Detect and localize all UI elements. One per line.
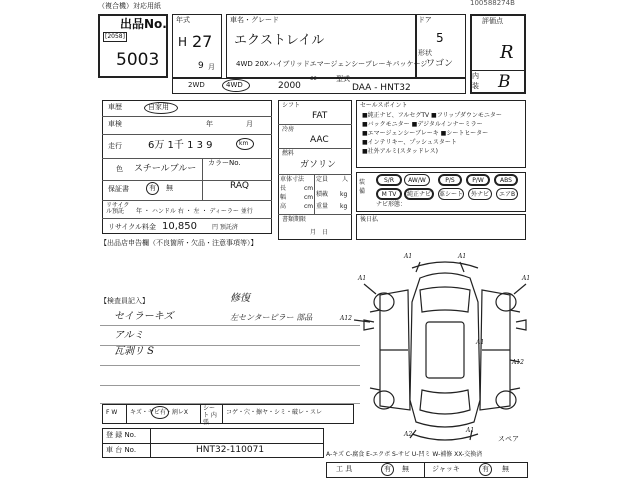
color-value: スチールブルー [134, 164, 197, 174]
inspector-note-1: セイラーキズ [114, 311, 174, 322]
equip-ext-navi: 外ナビ [468, 188, 492, 200]
dims-label: 車体寸法 [280, 176, 305, 183]
equip-mtv: M TV [376, 188, 402, 200]
interior-grade: B [498, 72, 511, 92]
diagram-mark-1: A1 [404, 253, 413, 260]
mileage-value: 6万 1千 1 3 9 [148, 140, 213, 151]
jack-yes: 有 [482, 465, 489, 473]
diagram-mark-7: A12 [512, 359, 524, 366]
weight-label: 重量 [316, 203, 329, 210]
category-label: 車歴 [108, 103, 122, 111]
recycle-fee-label: リサイクル料金 [108, 223, 157, 231]
top-code: 100588274B [470, 0, 515, 7]
mileage-label: 走行 [108, 142, 122, 150]
diagram-mark-9: A1 [466, 427, 475, 434]
lot-stamp: [2058] [105, 33, 125, 40]
selling-point-5: ■社外アルミ(スタッドレス) [362, 148, 438, 155]
diagram-mark-6: A12 [340, 315, 352, 322]
dim-height-label: 高 [280, 203, 287, 210]
inspector-note-repair: 修復 [230, 293, 250, 304]
inspector-note-3: 瓦剥リ S [114, 346, 155, 357]
seat-label: シート 内張 [203, 405, 217, 426]
vin-value: HNT32-110071 [196, 445, 265, 455]
year-label: 年式 [176, 16, 190, 24]
equip-ps: P/S [438, 174, 462, 186]
drive-4wd: 4WD [226, 81, 243, 89]
lot-label: 出品No. [120, 17, 167, 31]
model-value: DAA - HNT32 [352, 83, 411, 93]
load-label: 積載 [316, 191, 329, 198]
fuel-value: ガソリン [300, 160, 337, 170]
dim-width-label: 幅 [280, 194, 287, 201]
name-label: 車名・グレード [230, 16, 279, 24]
car-damage-diagram [350, 250, 540, 450]
dim-unit-1: cm [304, 185, 314, 192]
equip-sr: S/R [376, 174, 402, 186]
interior-label-2: 装 [472, 82, 479, 90]
rear-payment-box [356, 214, 526, 240]
rear-payment-label: 後日払 [360, 216, 379, 223]
diagram-mark-8: A2 [404, 431, 413, 438]
grade-label: 評価点 [482, 17, 503, 25]
expiry-unit: 月 日 [310, 229, 329, 236]
lot-number: 5003 [116, 50, 160, 70]
diagram-mark-4: A1 [522, 275, 531, 282]
tools-no: 無 [402, 465, 409, 473]
shift-label: シフト [282, 102, 301, 109]
mileage-unit: km [239, 140, 249, 147]
notice-label: 【出品店申告欄（不良箇所・欠品・注意事項等）】 [100, 239, 258, 247]
equip-abs: ABS [494, 174, 518, 186]
selling-point-4: ■インテリキー、プッシュスタート [362, 139, 457, 146]
year-month-unit: 月 [208, 63, 215, 71]
category-value: 自家用 [148, 103, 169, 111]
color-no-value: RAQ [230, 181, 249, 191]
inspection-label: 車検 [108, 120, 122, 128]
vin-label: 車 台 No. [106, 446, 137, 454]
year-month: 9 [198, 61, 204, 71]
tools-label: 工 具 [336, 465, 353, 473]
diagram-mark-3: A1 [358, 275, 367, 282]
ac-value: AAC [310, 135, 329, 145]
interior-label-1: 内 [472, 72, 479, 80]
document-type: （複合機）対応用紙 [98, 2, 161, 10]
doors-label: ドア [418, 16, 432, 24]
inspection-label: 【検査員記入】 [100, 297, 149, 305]
shape-label: 形状 [418, 49, 432, 57]
year-era: H [178, 35, 188, 49]
tools-yes: 有 [384, 465, 391, 473]
capacity-label: 定員 [316, 176, 329, 183]
seat-line: コゲ・穴・擦ヤ・シミ・破レ・スレ [226, 409, 323, 416]
car-grade: 4WD 20Xハイブリッドエマージェンシーブレーキパッケージ [236, 60, 428, 68]
damage-legend: A-キズ C-腐食 E-エクボ S-サビ U-凹ミ W-補修 XX-交換済 [326, 451, 483, 458]
selling-point-3: ■エマージェンシーブレーキ ■シートヒーター [362, 130, 489, 137]
spare-label: スペア [498, 435, 519, 443]
displacement: 2000 [278, 81, 301, 91]
equip-pw: P/W [466, 174, 490, 186]
recycle-deposit-label: リサイクル預託 [106, 202, 130, 215]
weight-unit: kg [340, 203, 348, 210]
ac-label: 冷房 [282, 126, 295, 133]
warranty-no: 無 [166, 184, 173, 192]
warranty-label: 保証書 [108, 185, 129, 193]
spec-row [172, 75, 466, 94]
selling-point-1: ■純正ナビ、フルセグTV ■フリップダウンモニター [362, 112, 502, 119]
jack-no: 無 [502, 465, 509, 473]
equip-navi: 純正ナビ [404, 188, 434, 200]
equipment-label: 装備 [359, 179, 366, 195]
recycle-line: 年 ・ ハンドル 右 ・ 左 ・ ディーラー 並行 [136, 208, 253, 215]
recycle-fee-unit: 円 預託済 [212, 224, 238, 231]
registration-label: 登 録 No. [106, 431, 137, 439]
year-value: 27 [192, 32, 213, 51]
fuel-label: 燃料 [282, 150, 295, 157]
inspection-year: 年 [206, 120, 213, 128]
drive-2wd: 2WD [188, 81, 205, 89]
selling-point-2: ■バックモニター ■デジタルインナーミラー [362, 121, 483, 128]
tools-box [326, 462, 528, 478]
load-unit: kg [340, 191, 348, 198]
capacity-unit: 人 [342, 176, 349, 183]
shape-value: ワゴン [426, 59, 454, 69]
inspector-note-2: アルミ [114, 330, 144, 341]
diagram-mark-5: A1 [476, 339, 485, 346]
diagram-mark-2: A1 [458, 253, 467, 260]
recycle-fee-value: 10,850 [162, 221, 197, 232]
navi-form-label: ナビ形態： [376, 201, 407, 208]
expiry-label: 書類期限 [282, 216, 307, 223]
doors-value: 5 [436, 31, 444, 45]
dim-unit-3: cm [304, 203, 314, 210]
selling-points-label: セールスポイント [360, 102, 408, 109]
car-name: エクストレイル [234, 33, 325, 48]
model-label: 型式 [336, 75, 350, 83]
grade-score: R [500, 42, 514, 63]
equip-aww: AW/W [404, 174, 430, 186]
cc-unit: cc [310, 75, 317, 82]
warranty-yes: 有 [149, 184, 156, 192]
color-label: 色 [116, 165, 123, 173]
fw-label: F W [106, 409, 118, 416]
fw-line: キズ・ヤビ有・割レX [130, 409, 188, 416]
equip-leather: 革シート [438, 188, 464, 200]
inspector-note-pillar: 左センターピラー 部品 [230, 313, 313, 322]
dim-unit-2: cm [304, 194, 314, 201]
jack-label: ジャッキ [432, 465, 460, 473]
inspection-month: 月 [246, 120, 253, 128]
shift-value: FAT [312, 111, 328, 121]
equip-airbag: エアB [496, 188, 518, 200]
dim-length-label: 長 [280, 185, 287, 192]
color-no-label: カラーNo. [208, 159, 241, 167]
